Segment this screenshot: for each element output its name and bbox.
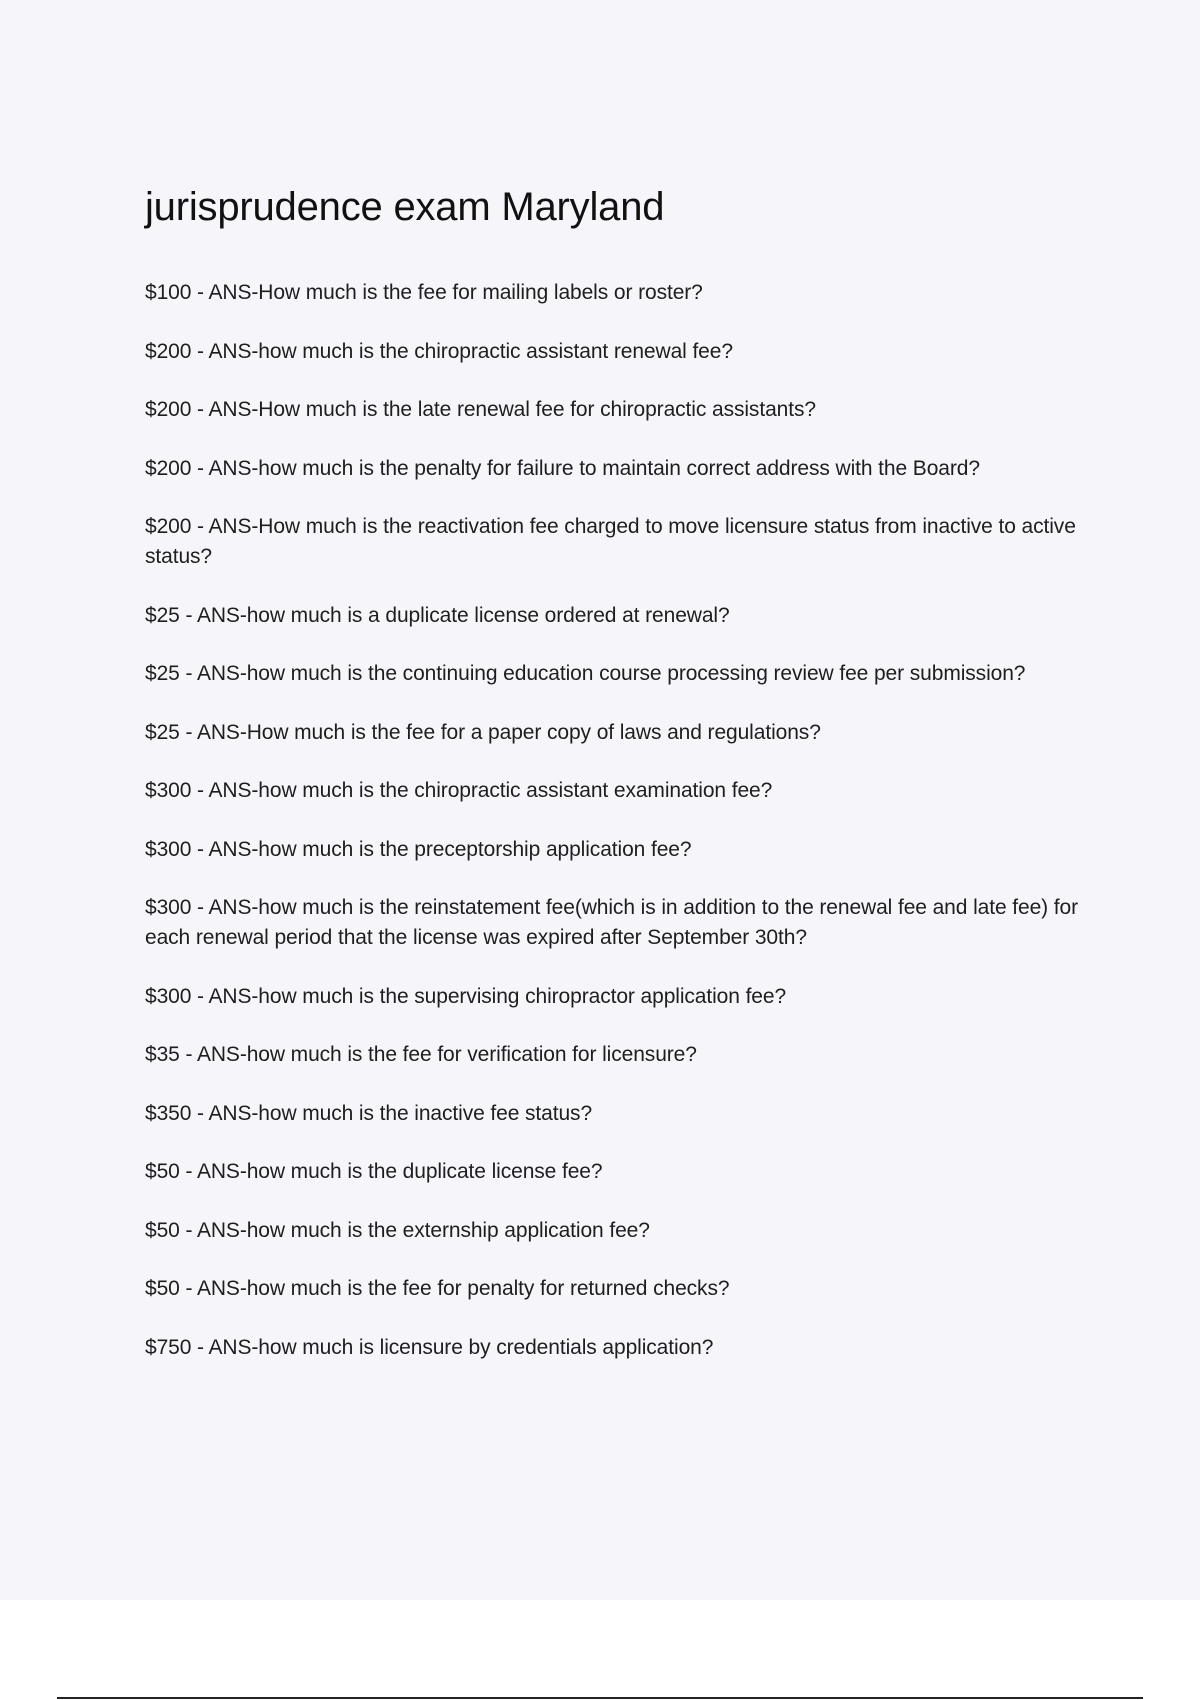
document-title: jurisprudence exam Maryland [145, 185, 665, 229]
qa-item: $300 - ANS-how much is the reinstatement fee(which is in addition to the renewal fee and late fee) for each renewal period that the license was expired after September 30th? [145, 896, 1078, 949]
qa-item: $300 - ANS-how much is the chiropractic assistant examination fee? [145, 779, 773, 802]
qa-item: $25 - ANS-How much is the fee for a paper copy of laws and regulations? [145, 720, 821, 744]
qa-item: $50 - ANS-how much is the fee for penalty for returned checks? [145, 1277, 730, 1300]
qa-item: $35 - ANS-how much is the fee for verification for licensure? [145, 1043, 697, 1066]
qa-item: $50 - ANS-how much is the duplicate license fee? [145, 1160, 603, 1183]
qa-item: $200 - ANS-how much is the penalty for failure to maintain correct address with the Board? [145, 456, 980, 480]
qa-item: $750 - ANS-how much is licensure by credentials application? [145, 1335, 714, 1359]
qa-item: $300 - ANS-how much is the preceptorship application fee? [145, 837, 692, 861]
qa-item: $300 - ANS-how much is the supervising chiropractor application fee? [145, 984, 787, 1008]
qa-item: $25 - ANS-how much is the continuing education course processing review fee per submission? [145, 662, 1026, 685]
qa-item: $50 - ANS-how much is the externship application fee? [145, 1218, 650, 1242]
qa-item: $100 - ANS-How much is the fee for mailing labels or roster? [145, 281, 703, 304]
footer-divider [57, 1697, 1143, 1699]
qa-item: $25 - ANS-how much is a duplicate license ordered at renewal? [145, 603, 730, 627]
qa-item: $200 - ANS-How much is the late renewal fee for chiropractic assistants? [145, 398, 816, 421]
qa-item: $200 - ANS-how much is the chiropractic assistant renewal fee? [145, 339, 733, 363]
qa-item: $350 - ANS-how much is the inactive fee status? [145, 1101, 593, 1125]
qa-list [145, 278, 1095, 1391]
qa-item: $200 - ANS-How much is the reactivation fee charged to move licensure status from inactive to active status? [145, 515, 1076, 568]
